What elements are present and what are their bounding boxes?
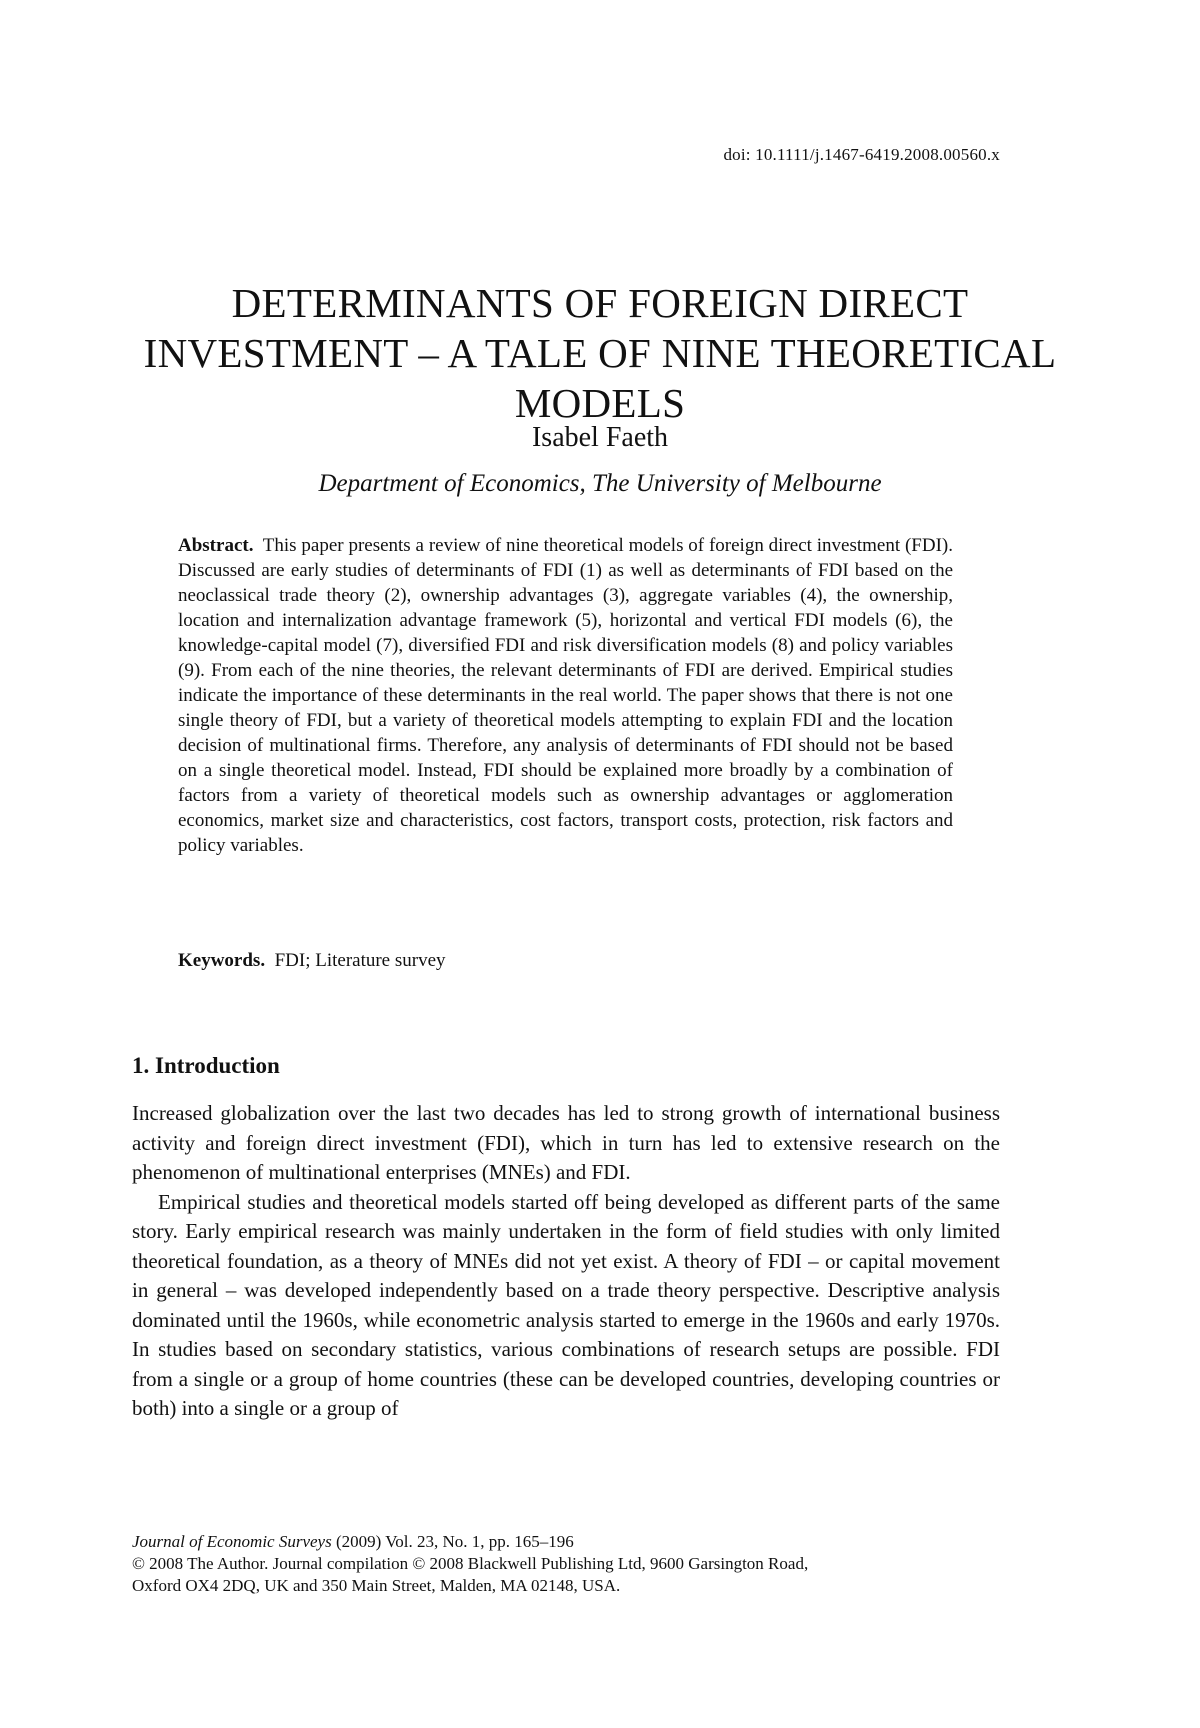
- abstract: [178, 533, 953, 858]
- keywords-text: FDI; Literature survey: [274, 950, 446, 971]
- page-footer: [132, 1531, 1002, 1597]
- article-title: DETERMINANTS OF FOREIGN DIRECT INVESTMENT – A TALE OF NINE THEORETICAL MODELS: [143, 280, 1057, 426]
- introduction-body: [132, 1099, 1000, 1424]
- doi-line: doi: 10.1111/j.1467-6419.2008.00560.x: [723, 145, 1000, 164]
- footer-copyright: © 2008 The Author. Journal compilation © 2008 Blackwell Publishing Ltd, 9600 Garsington Road,: [132, 1554, 809, 1573]
- section-heading-introduction: 1. Introduction: [132, 1053, 280, 1078]
- author-affiliation: Department of Economics, The University of Melbourne: [318, 470, 882, 497]
- author-name: Isabel Faeth: [531, 422, 669, 453]
- paragraph: Increased globalization over the last two decades has led to strong growth of international business activity and foreign direct investment (FDI), which in turn has led to extensive research on the phenomenon of multinational enterprises (MNEs) and FDI.: [132, 1101, 1000, 1184]
- keywords-label: Keywords.: [178, 950, 266, 971]
- abstract-text: This paper presents a review of nine theoretical models of foreign direct investment (FDI). Discussed are early studies of determinants of FDI (1) as well as determinants of FDI based on the neoclassical trade theory (2), ownership advantages (3), aggregate variables (4), the ownership, location and internalization advantage framework (5), horizontal and vertical FDI models (6), the knowledge-capital model (7), diversified FDI and risk diversification models (8) and policy variables (9). From each of the nine theories, the relevant determinants of FDI are derived. Empirical studies indicate the importance of these determinants in the real world. The paper shows that there is not one single theory of FDI, but a variety of theoretical models attempting to explain FDI and the location decision of multinational firms. Therefore, any analysis of determinants of FDI should not be based on a single theoretical model. Instead, FDI should be explained more broadly by a combination of factors from a variety of theoretical models such as ownership advantages or agglomeration economics, market size and characteristics, cost factors, transport costs, protection, risk factors and policy variables.: [178, 535, 953, 856]
- footer-citation: [132, 1531, 1002, 1553]
- journal-name: Journal of Economic Surveys: [132, 1532, 332, 1551]
- keywords: [178, 948, 953, 973]
- paragraph: Empirical studies and theoretical models started off being developed as different parts of the same story. Early empirical research was mainly undertaken in the form of field studies with only limited theoretical foundation, as a theory of MNEs did not yet exist. A theory of FDI – or capital movement in general – was developed independently based on a trade theory perspective. Descriptive analysis dominated until the 1960s, while econometric analysis started to emerge in the 1960s and early 1970s. In studies based on secondary statistics, various combinations of research setups are possible. FDI from a single or a group of home countries (these can be developed countries, developing countries or both) into a single or a group of: [132, 1189, 1000, 1420]
- abstract-label: Abstract.: [178, 535, 254, 556]
- journal-citation: (2009) Vol. 23, No. 1, pp. 165–196: [331, 1532, 574, 1551]
- footer-address: Oxford OX4 2DQ, UK and 350 Main Street, Malden, MA 02148, USA.: [132, 1576, 621, 1595]
